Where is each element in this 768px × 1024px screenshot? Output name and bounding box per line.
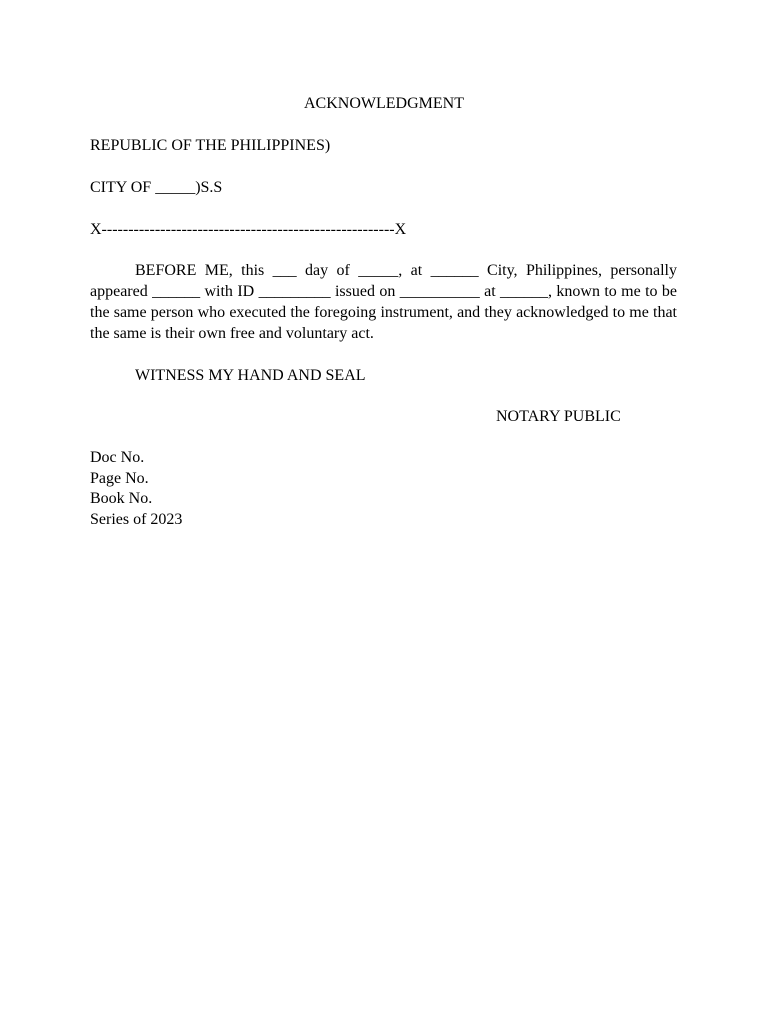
- acknowledgment-body: BEFORE ME, this ___ day of _____, at ______ City, Philippines, personally appeared ______ with ID _________ issued on __________ at ______, known to me to be the same person who executed the foregoing instrument, and they acknowledged to me that the same is their own free and voluntary act.: [90, 262, 677, 342]
- page-no-label: Page No.: [90, 469, 149, 487]
- doc-no-label: Doc No.: [90, 449, 145, 466]
- witness-line: WITNESS MY HAND AND SEAL: [135, 367, 366, 384]
- document-title: ACKNOWLEDGMENT: [304, 95, 464, 112]
- notary-public-label: NOTARY PUBLIC: [496, 408, 621, 425]
- separator-line: X-------------------------------------------------------X: [90, 221, 407, 238]
- series-label: Series of 2023: [90, 511, 183, 529]
- city-line: CITY OF _____)S.S: [90, 179, 223, 196]
- book-no-label: Book No.: [90, 490, 153, 508]
- republic-line: REPUBLIC OF THE PHILIPPINES): [90, 137, 331, 154]
- notarial-register: [90, 448, 182, 531]
